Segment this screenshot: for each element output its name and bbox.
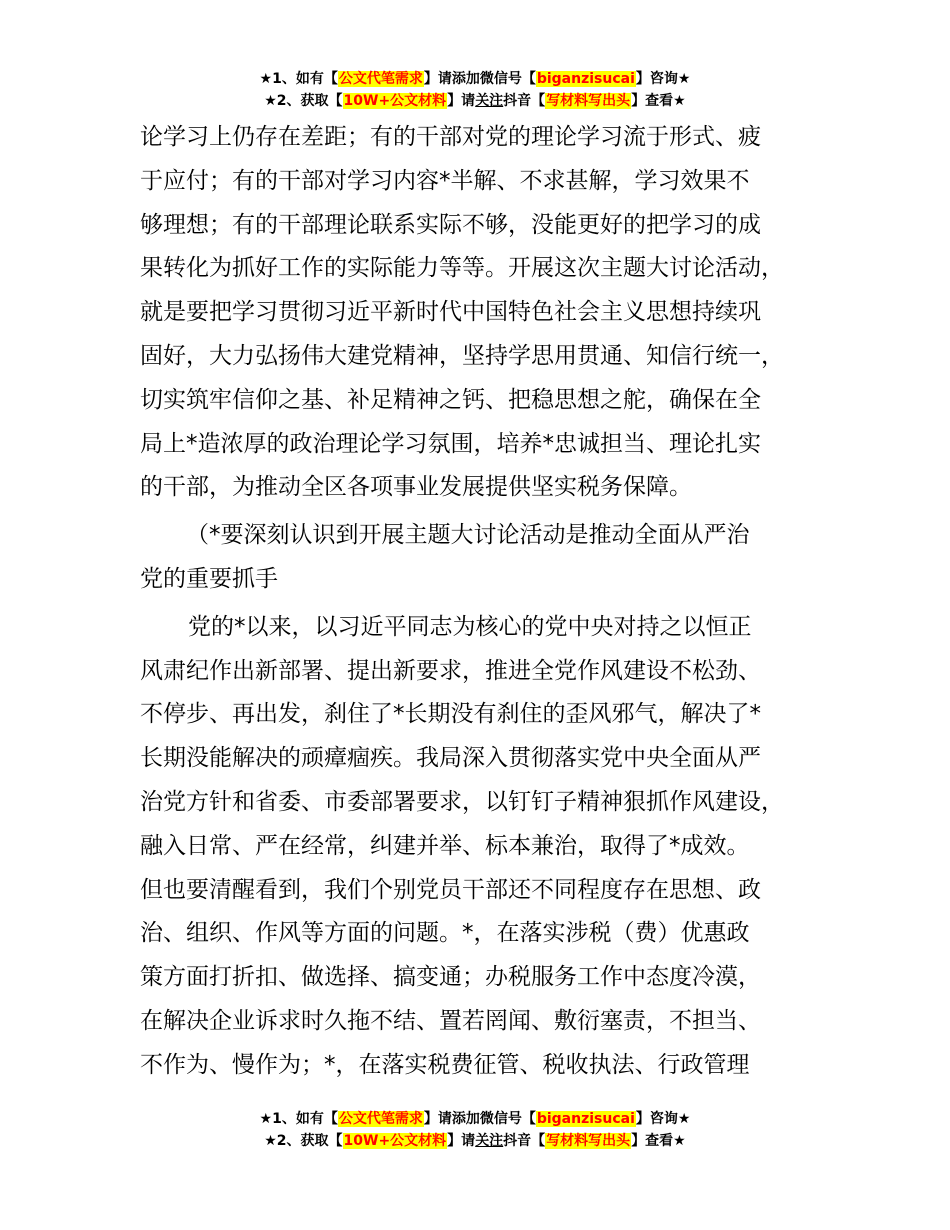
wechat-id-highlight: biganzisucai [536, 71, 635, 87]
text-line: 在解决企业诉求时久拖不结、置若罔闻、敷衍塞责，不担当、 [140, 1007, 761, 1034]
document-body [140, 116, 830, 1088]
text-line: 治、组织、作风等方面的问题。*，在落实涉税（费）优惠政 [140, 920, 750, 947]
text-line: 党的*以来，以习近平同志为核心的党中央对持之以恒正 [188, 613, 752, 640]
text-line: 长期没能解决的顽瘴痼疾。我局深入贯彻落实党中央全面从严 [140, 745, 761, 772]
banner-emphasis: 关注 [475, 1133, 504, 1149]
banner-text: ★2、获取【 [264, 1133, 343, 1149]
banner-text: 抖音【 [503, 93, 546, 109]
banner-text: 】请 [447, 93, 476, 109]
text-line: 风肃纪作出新部署、提出新要求，推进全党作风建设不松劲、 [140, 657, 761, 684]
banner-highlight: 公文代笔需求 [338, 1111, 423, 1127]
douyin-account-highlight: 写材料写出头 [546, 1133, 631, 1149]
banner-text: 】请 [423, 1111, 452, 1127]
text-line: 切实筑牢信仰之基、补足精神之钙、把稳思想之舵，确保在全 [140, 386, 761, 413]
text-line: 固好，大力弘扬伟大建党精神，坚持学思用贯通、知信行统一， [140, 342, 784, 369]
banner-emphasis: 添加 [451, 71, 480, 87]
banner-text: 】咨询★ [635, 71, 691, 87]
banner-text: 】咨询★ [635, 1111, 691, 1127]
header-banner [0, 68, 950, 112]
banner-text: 】查看★ [631, 93, 686, 109]
section-heading [140, 514, 830, 602]
paragraph-1 [140, 116, 830, 510]
banner-text: 】查看★ [631, 1133, 686, 1149]
banner-text: 】请 [423, 71, 452, 87]
banner-line-2 [0, 1130, 950, 1152]
text-line: 治党方针和省委、市委部署要求，以钉钉子精神狠抓作风建设， [140, 788, 784, 815]
footer-banner [0, 1108, 950, 1152]
text-line: 但也要清醒看到，我们个别党员干部还不同程度存在思想、政 [140, 876, 761, 903]
text-line: 不作为、慢作为；*，在落实税费征管、税收执法、行政管理 [140, 1051, 750, 1078]
text-line: 融入日常、严在经常，纠建并举、标本兼治，取得了*成效。 [140, 832, 750, 859]
banner-highlight: 公文代笔需求 [338, 71, 423, 87]
banner-text: ★1、如有【 [259, 1111, 338, 1127]
text-line: 论学习上仍存在差距；有的干部对党的理论学习流于形式、疲 [140, 124, 761, 150]
banner-emphasis: 关注 [475, 93, 504, 109]
banner-text: 微信号【 [479, 1111, 536, 1127]
heading-line: 党的重要抓手 [140, 565, 278, 592]
paragraph-3 [140, 606, 830, 1088]
banner-text: 抖音【 [503, 1133, 546, 1149]
text-line: 局上*造浓厚的政治理论学习氛围，培养*忠诚担当、理论扎实 [140, 430, 761, 457]
text-line: 够理想；有的干部理论联系实际不够，没能更好的把学习的成 [140, 211, 761, 238]
banner-highlight: 10W+公文材料 [343, 1133, 447, 1149]
text-line: 果转化为抓好工作的实际能力等等。开展这次主题大讨论活动， [140, 255, 784, 282]
text-line: 策方面打折扣、做选择、搞变通；办税服务工作中态度冷漠， [140, 964, 761, 991]
banner-text: ★1、如有【 [259, 71, 338, 87]
banner-line-2 [0, 90, 950, 112]
banner-text: 】请 [447, 1133, 476, 1149]
banner-line-1 [0, 1108, 950, 1130]
text-line: 的干部，为推动全区各项事业发展提供坚实税务保障。 [140, 474, 692, 501]
banner-line-1 [0, 68, 950, 90]
text-line: 不停步、再出发，刹住了*长期没有刹住的歪风邪气，解决了* [140, 701, 761, 728]
wechat-id-highlight: biganzisucai [536, 1111, 635, 1127]
banner-emphasis: 添加 [451, 1111, 480, 1127]
heading-line: （*要深刻认识到开展主题大讨论活动是推动全面从严治 [186, 522, 750, 549]
douyin-account-highlight: 写材料写出头 [546, 93, 631, 109]
banner-text: ★2、获取【 [264, 93, 343, 109]
banner-text: 微信号【 [479, 71, 536, 87]
banner-highlight: 10W+公文材料 [343, 93, 447, 109]
text-line: 就是要把学习贯彻习近平新时代中国特色社会主义思想持续巩 [140, 299, 761, 326]
text-line: 于应付；有的干部对学习内容*半解、不求甚解，学习效果不 [140, 167, 750, 194]
